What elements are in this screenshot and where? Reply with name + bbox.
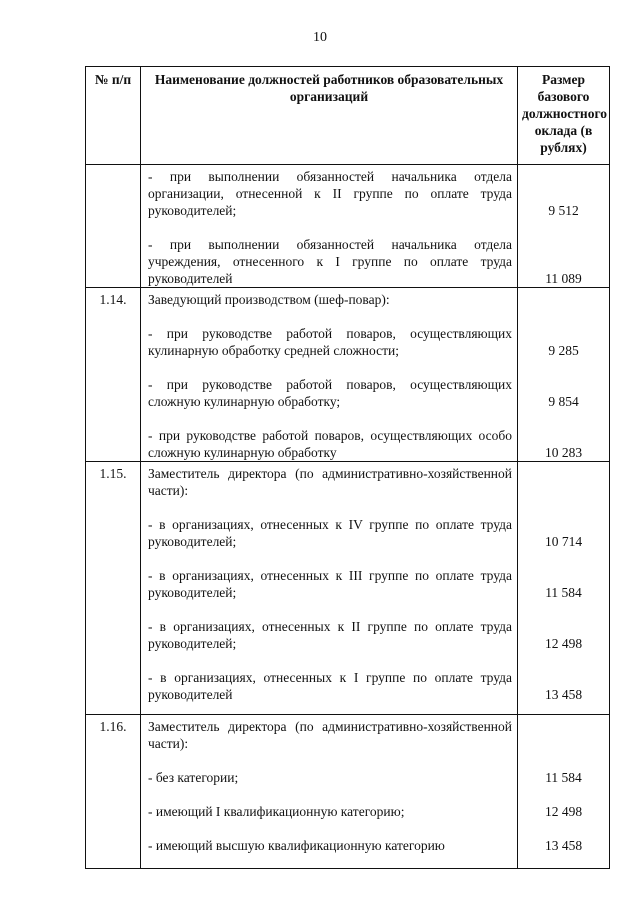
row-number: 1.16. <box>86 715 141 869</box>
row-number: 1.14. <box>86 288 141 462</box>
table-row <box>86 715 610 869</box>
page-number: 10 <box>313 30 327 45</box>
salary-value: 13 458 <box>544 838 583 853</box>
row-positions <box>141 165 518 288</box>
row-number: 1.15. <box>86 462 141 715</box>
salary-table <box>85 66 610 869</box>
position-entry: - при руководстве работой поваров, осуществляющих кулинарную обработку средней сложности; <box>148 326 512 358</box>
position-entry: - в организациях, отнесенных к II группе по оплате труда руководителей; <box>148 619 512 651</box>
salary-value: 11 584 <box>545 770 582 785</box>
header-number: № п/п <box>86 67 141 165</box>
row-positions <box>141 462 518 715</box>
position-entry: - в организациях, отнесенных к IV группе по оплате труда руководителей; <box>148 517 512 549</box>
position-entry: - в организациях, отнесенных к III группе по оплате труда руководителей; <box>148 568 512 600</box>
position-entry: - имеющий высшую квалификационную категорию <box>148 838 445 853</box>
position-entry: - при выполнении обязанностей начальника отдела организации, отнесенной к II группе по оплате труда руководителей; <box>148 169 512 218</box>
position-title: Заместитель директора (по административно-хозяйственной части): <box>148 466 512 498</box>
position-entry: - при выполнении обязанностей начальника отдела учреждения, отнесенного к I группе по оплате труда руководителей <box>148 237 512 286</box>
position-entry: - при руководстве работой поваров, осуществляющих сложную кулинарную обработку; <box>148 377 512 409</box>
header-position-name: Наименование должностей работников образовательных организаций <box>141 67 518 165</box>
header-base-salary: Размер базового должностного оклада (в рублях) <box>518 67 610 165</box>
table-row <box>86 165 610 288</box>
row-values <box>518 715 610 869</box>
salary-value: 10 283 <box>544 445 583 460</box>
salary-value: 9 285 <box>548 343 579 358</box>
position-entry: - без категории; <box>148 770 239 785</box>
table-header-row <box>86 67 610 165</box>
salary-value: 9 512 <box>548 203 579 218</box>
salary-value: 11 584 <box>545 585 582 600</box>
salary-value: 12 498 <box>544 636 583 651</box>
salary-value: 10 714 <box>544 534 583 549</box>
position-entry: - в организациях, отнесенных к I группе по оплате труда руководителей <box>148 670 512 702</box>
table-row <box>86 462 610 715</box>
salary-value: 13 458 <box>544 687 583 702</box>
row-positions <box>141 715 518 869</box>
salary-value: 12 498 <box>544 804 583 819</box>
position-entry: - имеющий I квалификационную категорию; <box>148 804 405 819</box>
row-values <box>518 288 610 462</box>
row-values <box>518 462 610 715</box>
position-title: Заместитель директора (по административно-хозяйственной части): <box>148 719 512 751</box>
table-row <box>86 288 610 462</box>
row-positions <box>141 288 518 462</box>
position-entry: - при руководстве работой поваров, осуществляющих особо сложную кулинарную обработку <box>148 428 512 460</box>
row-number <box>86 165 141 288</box>
row-values <box>518 165 610 288</box>
salary-value: 11 089 <box>545 271 582 286</box>
position-title: Заведующий производством (шеф-повар): <box>148 292 390 307</box>
salary-value: 9 854 <box>548 394 579 409</box>
